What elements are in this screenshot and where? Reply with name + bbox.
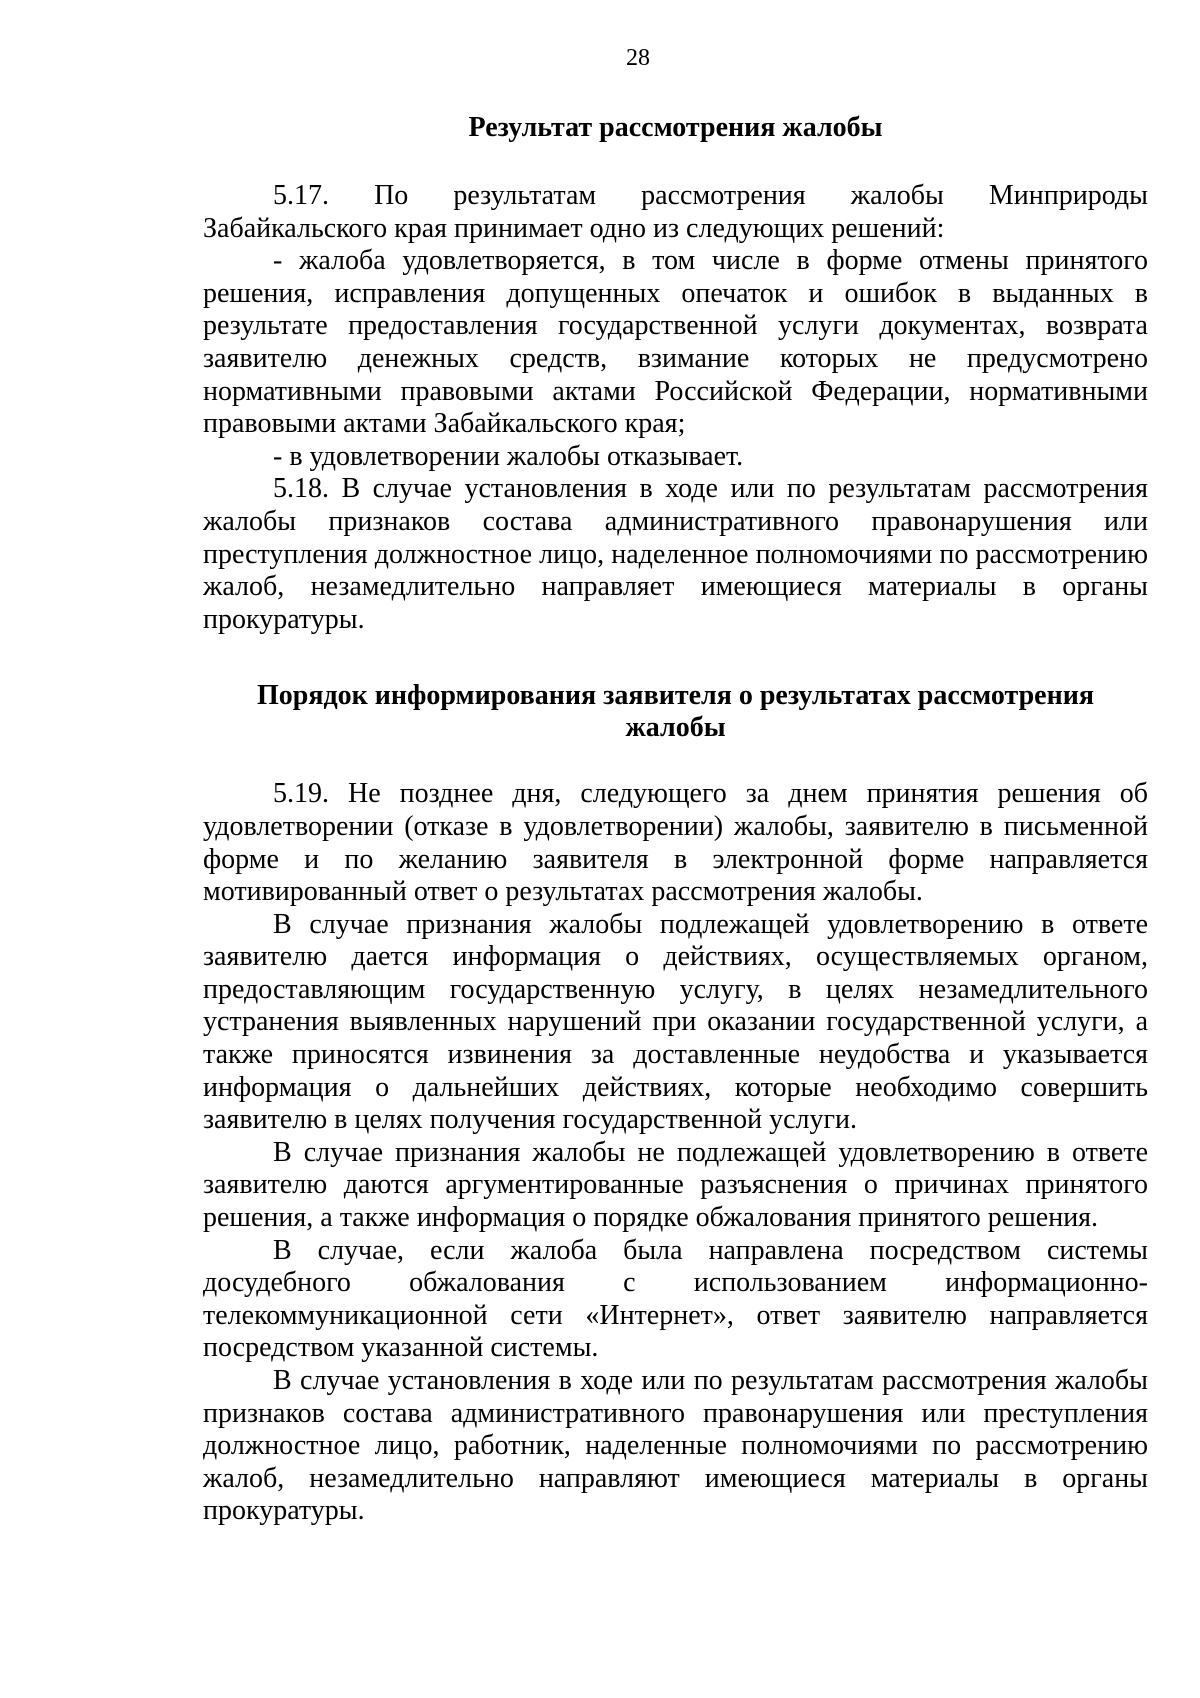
paragraph-complaint-upheld-answer: В случае признания жалобы подлежащей удовлетворению в ответе заявителю дается информация о действиях, осуществляемых органом, предоставляющим государственную услугу, в целях незамедлительного устранения выявленных нарушений при оказании государственной услуги, а также приносятся извинения за доставленные неудобства и указывается информация о дальнейших действиях, которые необходимо совершить заявителю в целях получения государственной услуги. [203,908,1148,1136]
section-heading-informing-applicant [203,680,1148,744]
paragraph-5-17: 5.17. По результатам рассмотрения жалобы Минприроды Забайкальского края принимает одно из следующих решений: [203,180,1148,244]
paragraph-complaint-rejected-answer: В случае признания жалобы не подлежащей удовлетворению в ответе заявителю даются аргументированные разъяснения о причинах принятого решения, а также информация о порядке обжалования принятого решения. [203,1136,1148,1234]
paragraph-5-18: 5.18. В случае установления в ходе или по результатам рассмотрения жалобы признаков состава административного правонарушения или преступления должностное лицо, наделенное полномочиями по рассмотрению жалоб, незамедлительно направляет имеющиеся материалы в органы прокуратуры. [203,473,1148,635]
document-body [203,112,1148,1528]
section-heading-complaint-result: Результат рассмотрения жалобы [468,112,883,143]
section-heading-informing-applicant-line-2: жалобы [625,712,726,744]
section-heading-informing-applicant-line-1: Порядок информирования заявителя о результатах рассмотрения [256,680,1095,712]
paragraph-prosecutor-referral: В случае установления в ходе или по результатам рассмотрения жалобы признаков состава административного правонарушения или преступления должностное лицо, работник, наделенные полномочиями по рассмотрению жалоб, незамедлительно направляют имеющиеся материалы в органы прокуратуры. [203,1365,1148,1527]
paragraph-5-19: 5.19. Не позднее дня, следующего за днем принятия решения об удовлетворении (отказе в удовлетворении) жалобы, заявителю в письменной форме и по желанию заявителя в электронной форме направляется мотивированный ответ о результатах рассмотрения жалобы. [203,778,1148,908]
paragraph-complaint-refused: - в удовлетворении жалобы отказывает. [273,440,744,472]
paragraph-complaint-satisfied: - жалоба удовлетворяется, в том числе в форме отмены принятого решения, исправления допущенных опечаток и ошибок в выданных в результате предоставления государственной услуги документах, возврата заявителю денежных средств, взимание которых не предусмотрено нормативными правовыми актами Российской Федерации, нормативными правовыми актами Забайкальского края; [203,245,1148,440]
page-number: 28 [626,45,650,71]
paragraph-online-complaint-answer: В случае, если жалоба была направлена посредством системы досудебного обжалования с использованием информационно-телекоммуникационной сети «Интернет», ответ заявителю направляется посредством указанной системы. [203,1234,1148,1364]
